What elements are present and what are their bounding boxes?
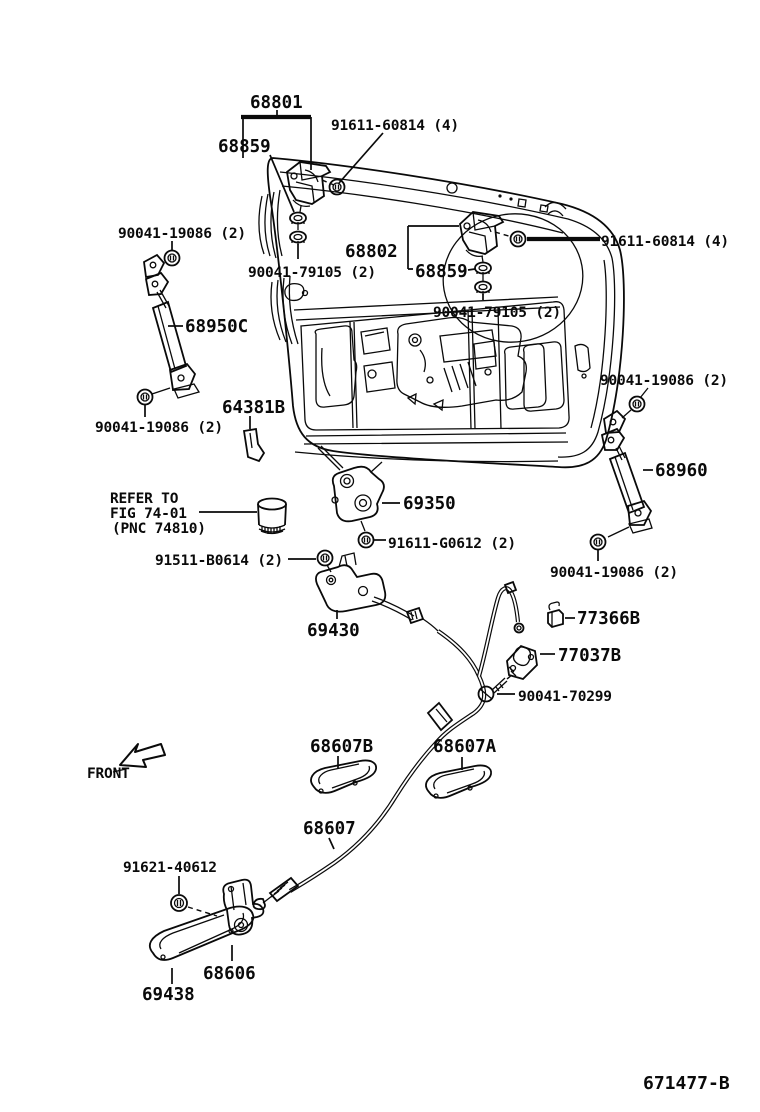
bolt-90041-19086-bot-right: [591, 535, 606, 550]
cable-sleeve: [428, 703, 452, 730]
part-label-69438: 69438: [142, 985, 195, 1005]
part-label-90041-19086-bot-left: 90041-19086 (2): [95, 420, 223, 436]
bolt-91621-40612: [171, 895, 187, 911]
bolt-91611-G0612: [359, 533, 374, 548]
cable-clip-68607a: [426, 765, 491, 798]
part-label-68859-left: 68859: [218, 137, 271, 157]
part-label-91621-40612: 91621-40612: [123, 860, 217, 876]
part-label-69430: 69430: [307, 621, 360, 641]
bracket-64381b: [244, 429, 264, 461]
part-label-91611-60814-right: 91611-60814 (4): [601, 234, 729, 250]
refer-note-line1: REFER TO: [110, 491, 179, 507]
part-label-90041-79105-left: 90041-79105 (2): [248, 265, 376, 281]
part-label-68607: 68607: [303, 819, 356, 839]
handle-69438: [150, 907, 253, 960]
part-label-68607b: 68607B: [310, 737, 374, 757]
part-label-68950c: 68950C: [185, 317, 249, 337]
part-label-68607a: 68607A: [433, 737, 497, 757]
lock-assembly-69350: [318, 446, 384, 531]
part-label-68801: 68801: [250, 93, 303, 113]
figure-code: 671477-B: [643, 1073, 730, 1094]
bolt-90041-19086-top-left: [165, 251, 180, 266]
cable-clip-68607b: [311, 760, 376, 793]
part-label-68802: 68802: [345, 242, 398, 262]
latch-assembly-69430: [316, 553, 423, 623]
part-label-91611-60814-top: 91611-60814 (4): [331, 118, 459, 134]
part-label-68960: 68960: [655, 461, 708, 481]
part-label-68606: 68606: [203, 964, 256, 984]
bolt-90041-19086-bot-left: [138, 390, 153, 405]
inner-panel: [301, 302, 569, 444]
part-labels: [95, 93, 729, 1005]
refer-note: [110, 491, 206, 537]
bolt-91611-60814-right: [511, 232, 526, 247]
refer-note-line2: FIG 74-01: [110, 506, 187, 522]
part-label-68859-right: 68859: [415, 262, 468, 282]
part-label-77366b: 77366B: [577, 609, 641, 629]
lock-cylinder-74810: [258, 499, 286, 535]
bell-crank-68606: [188, 880, 263, 935]
hinge-upper-right: [460, 212, 512, 300]
part-label-64381b: 64381B: [222, 398, 286, 418]
refer-note-line3: (PNC 74810): [112, 521, 206, 537]
part-label-90041-79105-mid: 90041-79105 (2): [433, 305, 561, 321]
front-label: FRONT: [87, 766, 130, 782]
part-label-90041-19086-top-right: 90041-19086 (2): [600, 373, 728, 389]
part-label-91511-b0614: 91511-B0614 (2): [155, 553, 283, 569]
nut-68859-right: [475, 263, 491, 296]
bolt-90041-19086-top-right: [630, 397, 645, 412]
nut-68859-left: [290, 213, 306, 246]
part-label-69350: 69350: [403, 494, 456, 514]
part-label-90041-70299: 90041-70299: [518, 689, 612, 705]
gas-strut-right: [602, 388, 652, 537]
part-label-91611-g0612: 91611-G0612 (2): [388, 536, 516, 552]
bolt-91511-B0614: [318, 551, 333, 566]
part-label-90041-19086-top-left: 90041-19086 (2): [118, 226, 246, 242]
striker-77037b: [507, 646, 537, 679]
part-label-90041-19086-bot-right: 90041-19086 (2): [550, 565, 678, 581]
part-label-77037b: 77037B: [558, 646, 622, 666]
clip-77366b: [548, 602, 563, 627]
